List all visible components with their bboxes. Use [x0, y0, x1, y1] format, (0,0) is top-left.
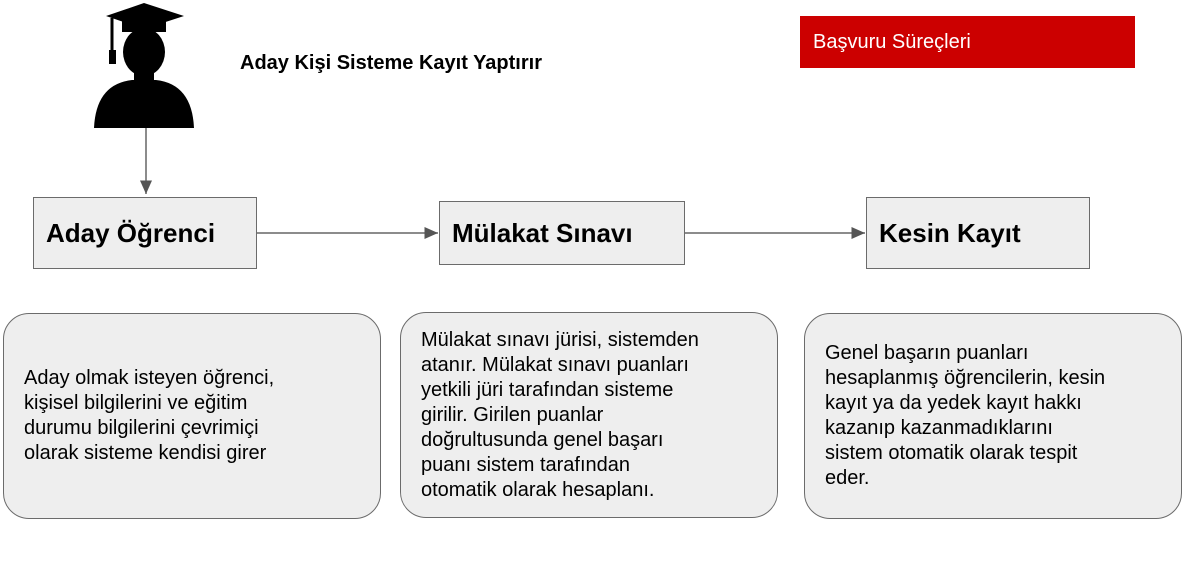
description-aday-ogrenci: [3, 313, 381, 519]
description-text: Aday olmak isteyen öğrenci, kişisel bilgilerini ve eğitim durumu bilgilerini çevrimiçi olarak sisteme kendisi girer: [24, 367, 275, 464]
step-kesin-kayit: [866, 197, 1090, 269]
step-label: Aday Öğrenci: [46, 217, 216, 248]
step-mulakat-sinavi: [439, 201, 685, 265]
description-text: Mülakat sınavı jürisi, sistemden atanır. Mülakat sınavı puanları yetkili jüri tarafından sisteme girilir. Girilen puanlar doğrultusunda genel başarı puanı sistem tarafından otomatik olarak hesaplanı.: [421, 328, 699, 501]
page-title: Aday Kişi Sisteme Kayıt Yaptırır: [240, 52, 542, 74]
section-badge-label: Başvuru Süreçleri: [813, 31, 971, 53]
description-text: Genel başarın puanları hesaplanmış öğrencilerin, kesin kayıt ya da yedek kayıt hakkı kazanıp kazanmadıklarını sistem otomatik olarak tespit eder.: [825, 342, 1106, 489]
step-aday-ogrenci: [33, 197, 257, 269]
description-kesin-kayit: [804, 313, 1182, 519]
step-label: Mülakat Sınavı: [452, 217, 633, 248]
description-mulakat-sinavi: [400, 312, 778, 518]
step-label: Kesin Kayıt: [879, 217, 1021, 248]
